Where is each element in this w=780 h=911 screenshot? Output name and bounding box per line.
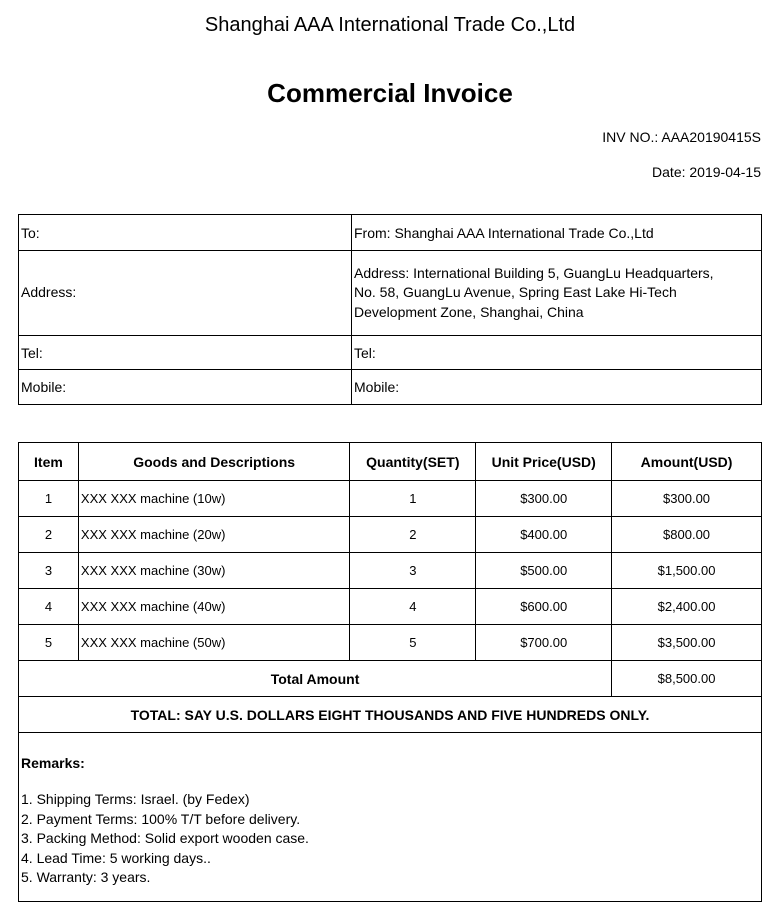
item-amount: $800.00 <box>612 517 762 553</box>
item-description: XXX XXX machine (40w) <box>78 589 349 625</box>
item-amount: $2,400.00 <box>612 589 762 625</box>
mobile-right-cell: Mobile: <box>352 370 762 405</box>
address-line: Development Zone, Shanghai, China <box>354 303 584 320</box>
remark-line: 2. Payment Terms: 100% T/T before delivery. <box>21 810 301 827</box>
table-row <box>19 625 762 661</box>
total-in-words: TOTAL: SAY U.S. DOLLARS EIGHT THOUSANDS AND FIVE HUNDREDS ONLY. <box>19 697 762 733</box>
remarks-cell <box>19 733 762 902</box>
total-row <box>19 661 762 697</box>
item-number: 3 <box>19 553 79 589</box>
total-amount-label: Total Amount <box>19 661 612 697</box>
from-cell: From: Shanghai AAA International Trade Co.,Ltd <box>352 215 762 251</box>
party-row-to-from <box>19 215 762 251</box>
item-quantity: 2 <box>350 517 476 553</box>
item-number: 1 <box>19 481 79 517</box>
remarks-row <box>19 733 762 902</box>
item-amount: $300.00 <box>612 481 762 517</box>
company-name: Shanghai AAA International Trade Co.,Ltd <box>204 14 576 36</box>
remarks-title: Remarks: <box>21 755 85 771</box>
item-unit-price: $400.00 <box>476 517 612 553</box>
header-quantity: Quantity(SET) <box>350 443 476 481</box>
tel-right-cell: Tel: <box>352 336 762 370</box>
address-line: Address: International Building 5, GuangLu Headquarters, <box>354 264 714 281</box>
header-amount: Amount(USD) <box>612 443 762 481</box>
item-amount: $1,500.00 <box>612 553 762 589</box>
item-description: XXX XXX machine (20w) <box>78 517 349 553</box>
to-cell: To: <box>19 215 352 251</box>
items-table <box>18 442 762 902</box>
item-description: XXX XXX machine (30w) <box>78 553 349 589</box>
item-quantity: 4 <box>350 589 476 625</box>
total-words-row <box>19 697 762 733</box>
address-left-cell: Address: <box>19 251 352 336</box>
item-quantity: 5 <box>350 625 476 661</box>
invoice-title: Commercial Invoice <box>267 78 513 108</box>
invoice-number: INV NO.: AAA20190415S <box>602 129 761 145</box>
item-unit-price: $600.00 <box>476 589 612 625</box>
party-table <box>18 214 762 405</box>
item-description: XXX XXX machine (50w) <box>78 625 349 661</box>
address-right-cell <box>352 251 762 336</box>
mobile-left-cell: Mobile: <box>19 370 352 405</box>
item-description: XXX XXX machine (10w) <box>78 481 349 517</box>
item-amount: $3,500.00 <box>612 625 762 661</box>
items-header-row <box>19 443 762 481</box>
party-row-tel <box>19 336 762 370</box>
item-unit-price: $500.00 <box>476 553 612 589</box>
item-number: 2 <box>19 517 79 553</box>
invoice-date: Date: 2019-04-15 <box>652 164 761 180</box>
total-amount-value: $8,500.00 <box>612 661 762 697</box>
address-line: No. 58, GuangLu Avenue, Spring East Lake Hi-Tech <box>354 284 677 301</box>
item-unit-price: $300.00 <box>476 481 612 517</box>
header-item: Item <box>19 443 79 481</box>
item-quantity: 1 <box>350 481 476 517</box>
party-row-address <box>19 251 762 336</box>
item-unit-price: $700.00 <box>476 625 612 661</box>
table-row <box>19 589 762 625</box>
item-number: 5 <box>19 625 79 661</box>
remark-line: 3. Packing Method: Solid export wooden case. <box>21 830 309 846</box>
table-row <box>19 481 762 517</box>
remark-line: 1. Shipping Terms: Israel. (by Fedex) <box>21 791 250 807</box>
remark-line: 4. Lead Time: 5 working days.. <box>21 849 211 866</box>
header-goods: Goods and Descriptions <box>78 443 349 481</box>
item-quantity: 3 <box>350 553 476 589</box>
remark-line: 5. Warranty: 3 years. <box>21 869 151 885</box>
party-row-mobile <box>19 370 762 405</box>
table-row <box>19 553 762 589</box>
header-unit-price: Unit Price(USD) <box>476 443 612 481</box>
table-row <box>19 517 762 553</box>
tel-left-cell: Tel: <box>19 336 352 370</box>
item-number: 4 <box>19 589 79 625</box>
